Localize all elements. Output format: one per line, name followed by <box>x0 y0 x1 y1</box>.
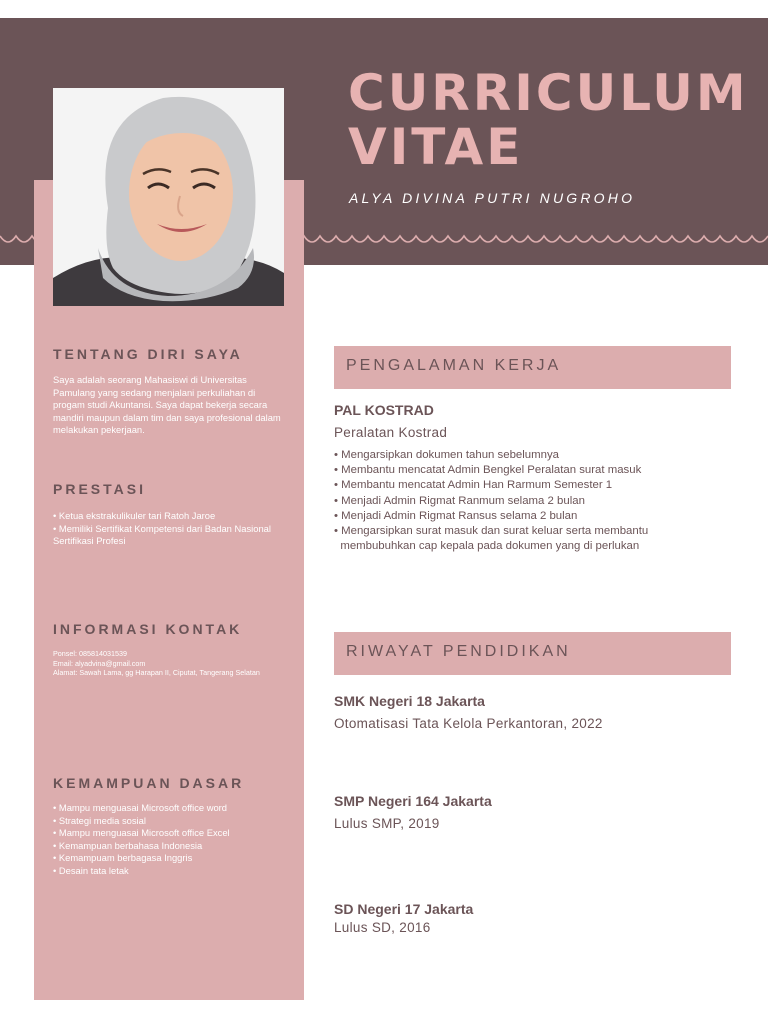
job-subtitle: Peralatan Kostrad <box>334 425 448 440</box>
education-detail: Otomatisasi Tata Kelola Perkantoran, 2022 <box>334 716 603 731</box>
list-item: • Menjadi Admin Rigmat Ranmum selama 2 bulan <box>334 494 585 507</box>
skills-heading: KEMAMPUAN DASAR <box>53 775 245 791</box>
experience-section-bar <box>334 346 731 389</box>
education-school: SMP Negeri 164 Jakarta <box>334 793 492 809</box>
education-section-bar <box>334 632 731 675</box>
list-item: • Strategi media sosial <box>53 814 146 826</box>
contact-info <box>53 649 303 678</box>
job-company: PAL KOSTRAD <box>334 402 434 418</box>
list-item: • Mampu menguasai Microsoft office word <box>53 802 228 813</box>
education-heading: RIWAYAT PENDIDIKAN <box>346 643 571 660</box>
list-item: • Ketua ekstrakulikuler tari Ratoh Jaroe <box>53 510 216 521</box>
cv-title <box>348 66 758 174</box>
candidate-name: ALYA DIVINA PUTRI NUGROHO <box>349 190 636 206</box>
skills-list <box>53 802 285 877</box>
list-item: • Mengarsipkan surat masuk dan surat keluar serta membantu <box>334 525 649 538</box>
achievements-list <box>53 510 285 548</box>
contact-email: Email: alyadvina@gmail.com <box>53 658 146 668</box>
education-school: SMK Negeri 18 Jakarta <box>334 693 485 709</box>
list-item: membubuhkan cap kepala pada dokumen yang di perlukan <box>334 540 640 553</box>
list-item: • Menjadi Admin Rigmat Ransus selama 2 bulan <box>334 509 578 522</box>
education-detail: Lulus SMP, 2019 <box>334 816 440 831</box>
list-item: • Desain tata letak <box>53 864 129 876</box>
job-duties-list <box>334 448 744 554</box>
education-school: SD Negeri 17 Jakarta <box>334 901 474 917</box>
list-item: • Kemampuan berbahasa Indonesia <box>53 839 203 851</box>
contact-heading: INFORMASI KONTAK <box>53 621 243 637</box>
experience-heading: PENGALAMAN KERJA <box>346 357 562 374</box>
contact-phone: Ponsel: 085814031539 <box>53 649 127 658</box>
list-item: • Mampu menguasai Microsoft office Excel <box>53 827 230 838</box>
list-item: • Mengarsipkan dokumen tahun sebelumnya <box>334 449 559 461</box>
about-heading: TENTANG DIRI SAYA <box>53 346 243 362</box>
list-item: • Membantu mencatat Admin Bengkel Peralatan surat masuk <box>334 464 642 477</box>
list-item: • Kemampuam berbagasa Inggris <box>53 852 193 863</box>
list-item: • Memiliki Sertifikat Kompetensi dari Badan Nasional Sertifikasi Profesi <box>53 522 271 546</box>
about-text: Saya adalah seorang Mahasiswi di Universitas Pamulang yang sedang menjalani perkuliahan di progam studi Akuntansi. Saya dapat bekerja secara mandiri maupun dalam tim dan saya profesional dalam melakukan pekerjaan. <box>53 374 281 435</box>
education-detail: Lulus SD, 2016 <box>334 920 431 935</box>
cv-title-line2: VITAE <box>348 118 524 176</box>
list-item: • Membantu mencatat Admin Han Rarmum Semester 1 <box>334 479 613 492</box>
cv-title-line1: CURRICULUM <box>348 64 749 122</box>
contact-address: Alamat: Sawah Lama, gg Harapan II, Ciputat, Tangerang Selatan <box>53 668 260 678</box>
achievements-heading: PRESTASI <box>53 481 146 497</box>
profile-photo <box>53 88 284 306</box>
